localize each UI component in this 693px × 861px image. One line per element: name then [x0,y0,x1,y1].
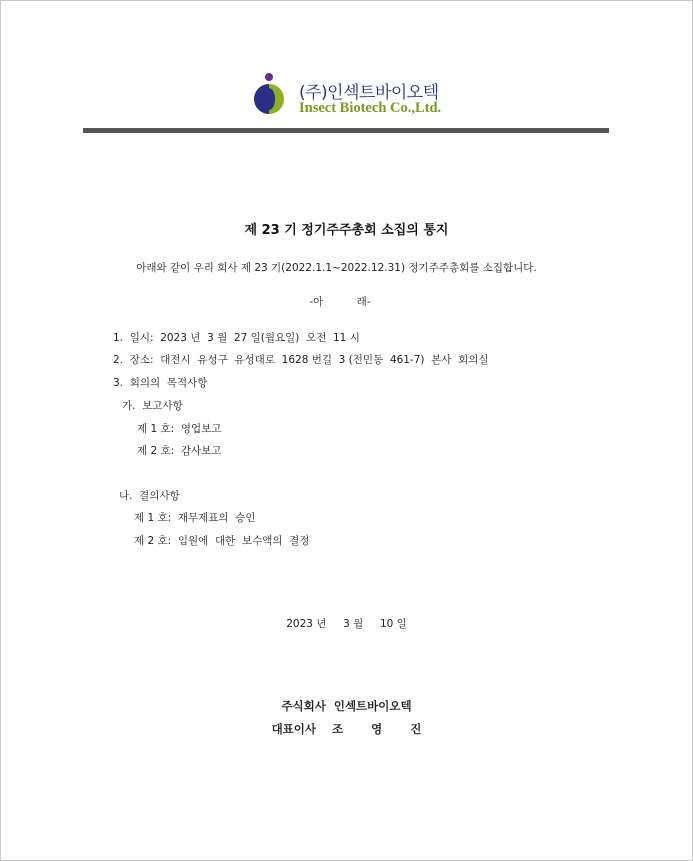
company-logo [250,72,460,122]
logo-name-english: Insect Biotech Co.,Ltd. [299,100,442,116]
resolution-section-header: 나. 결의사항 [119,490,180,502]
logo-name-korean: (주)인섹트바이오텍 [299,83,439,103]
resolution-item: 제 1 호: 재무제표의 승인 [134,512,256,524]
logo-mark-icon [250,72,292,118]
agenda-item-location: 2. 장소: 대전시 유성구 유성대로 1628 번길 3 (전민동 461-7) 본사 회의실 [113,354,489,366]
report-item: 제 1 호: 영업보고 [137,423,222,435]
agenda-item-datetime: 1. 일시: 2023 년 3 월 27 일(월요일) 오전 11 시 [113,332,360,344]
company-name: 주식회사 인섹트바이오텍 [281,699,412,713]
notice-intro: 아래와 같이 우리 회사 제 23 기(2022.1.1~2022.12.31) 정기주주총회를 소집합니다. [136,262,537,274]
report-item: 제 2 호: 감사보고 [137,445,222,457]
agenda-item-purpose: 3. 회의의 목적사항 [113,377,208,389]
report-section-header: 가. 보고사항 [122,400,183,412]
header-divider [83,128,609,133]
notice-title: 제 23 기 정기주주총회 소집의 통지 [244,223,449,238]
notice-sub-heading: -아 래- [309,296,371,308]
resolution-item: 제 2 호: 임원에 대한 보수액의 결정 [134,535,310,547]
representative-name: 대표이사 조 영 진 [271,722,422,736]
notice-date: 2023 년 3 월 10 일 [286,618,407,630]
